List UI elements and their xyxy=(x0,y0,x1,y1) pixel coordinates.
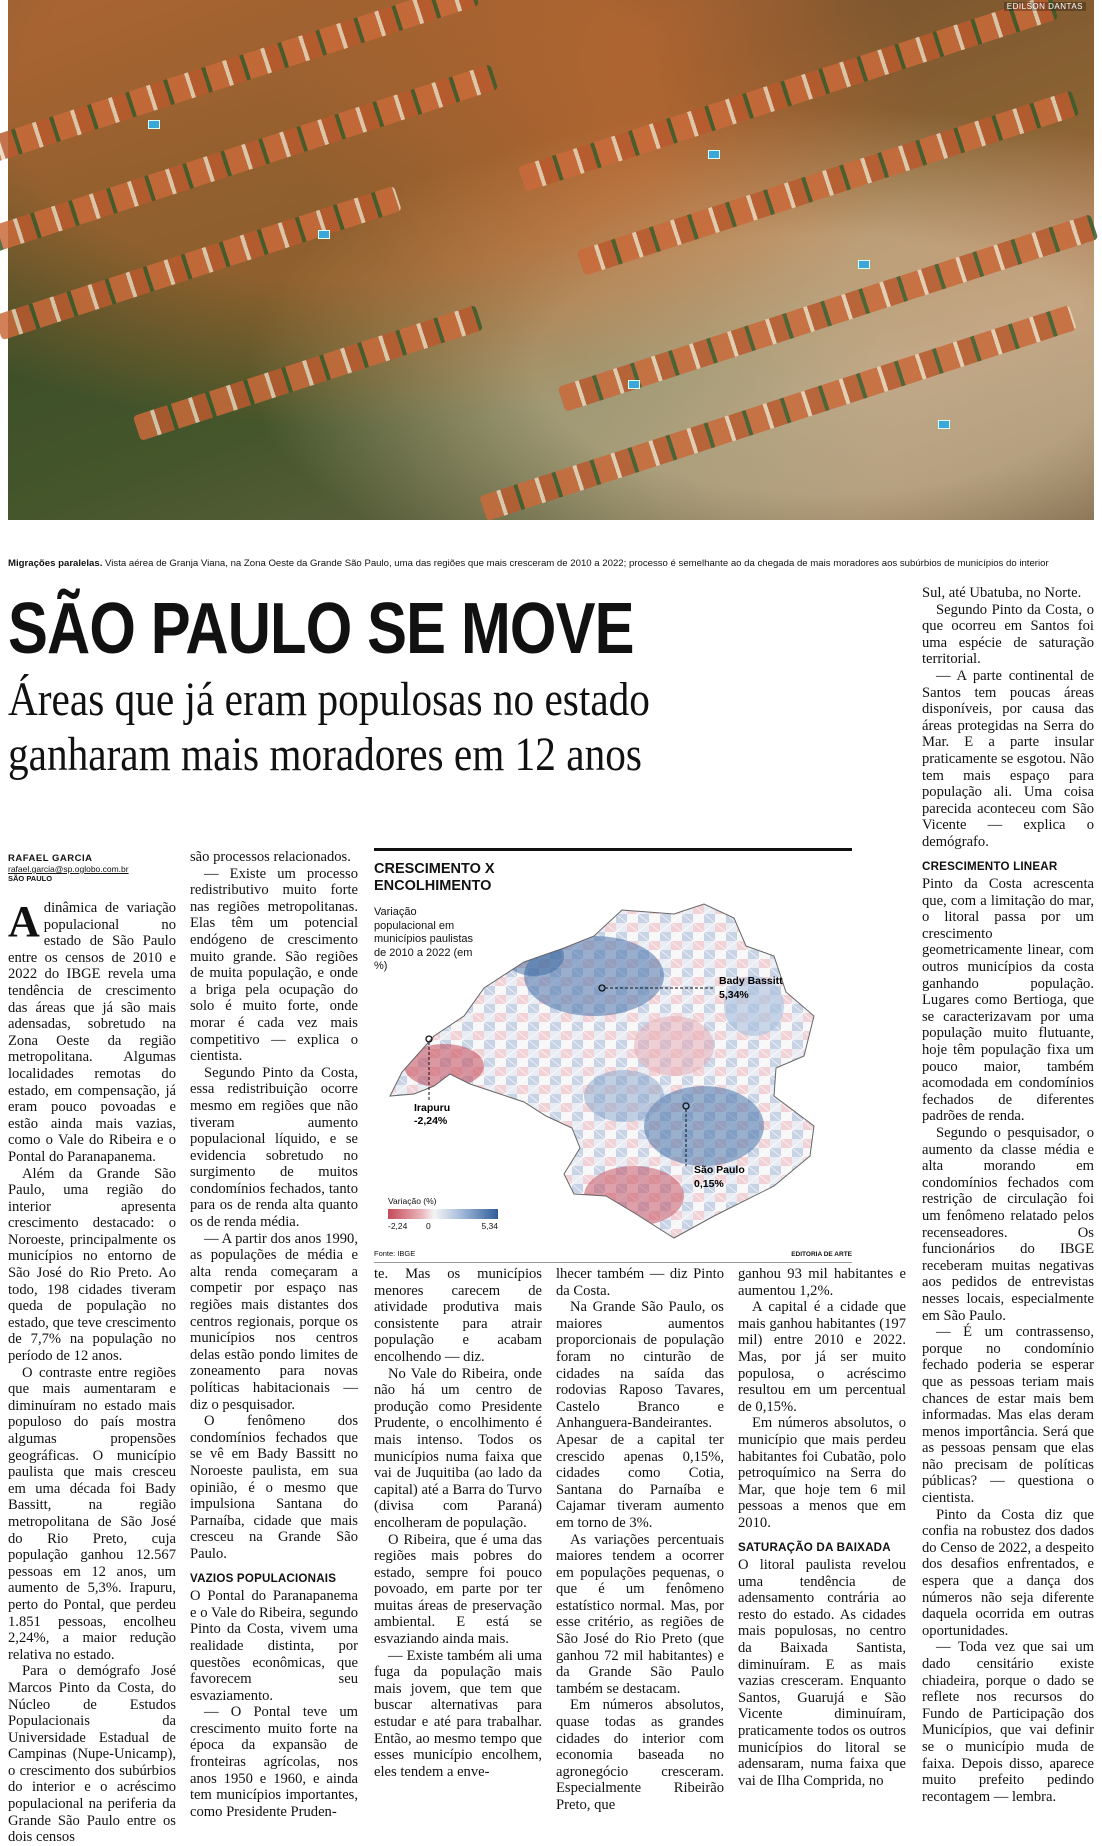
paragraph: Segundo Pinto da Costa, o que ocorreu em Santos foi uma espécie de saturação territorial. xyxy=(922,601,1094,668)
byline-name: RAFAEL GARCIA xyxy=(8,853,93,864)
legend-max: 5,34 xyxy=(481,1221,498,1231)
column-4 xyxy=(556,1266,724,1814)
paragraph: são processos relacionados. xyxy=(190,849,351,865)
paragraph: No Vale do Ribeira, onde não há um centro de produção como Presidente Prudente, o encolhimento é mais intenso. Todos os municípios numa faixa que vai de Juquitiba (ao lado da capital) até a Barra do Turvo (divisa com Paraná) encolheram de população. xyxy=(374,1365,542,1531)
photo-credit: EDILSON DANTAS xyxy=(1004,2,1086,11)
paragraph: Em números absolutos, quase todas as grandes cidades do interior com economia baseada no agronegócio cresceram. Especialmente Ribeirão Preto, que xyxy=(556,1697,724,1813)
map-title: CRESCIMENTO X ENCOLHIMENTO xyxy=(374,861,495,894)
paragraph: Na Grande São Paulo, os maiores aumentos proporcionais de população foram no cinturão de cidades na saída das rodovias Raposo Tavares, Castelo Branco e Anhanguera-Bandeirantes. Apesar de a capital ter crescido apenas 0,15%, cidades como Cotia, Santana do Parnaíba e Cajamar tiveram aumento em torno de 3%. xyxy=(556,1299,724,1531)
map-credit: EDITORIA DE ARTE xyxy=(791,1251,852,1258)
subheading: SATURAÇÃO DA BAIXADA xyxy=(738,1540,891,1554)
paragraph: — Existe um processo redistributivo muito forte nas regiões metropolitanas. Elas têm um potencial endógeno de crescimento muito grande. São regiões de muita população, e onde a briga pela ocupação do solo é muito forte, onde morar é cada vez mais competitivo — explica o cientista. xyxy=(190,865,358,1065)
callout-value: 0,15% xyxy=(694,1178,724,1190)
paragraph: A capital é a cidade que mais ganhou habitantes (197 mil) entre 2010 e 2022. Mas, por já ser muito populosa, o acréscimo resultou em um percentual de 0,15%. xyxy=(738,1299,906,1415)
byline xyxy=(8,853,168,883)
callout-value: -2,24% xyxy=(414,1115,448,1127)
legend-mid: 0 xyxy=(426,1221,431,1231)
paragraph: Além da Grande São Paulo, uma região do interior apresenta crescimento destacado: o Noroeste, principalmente os municípios no entorno de São José do Rio Preto. Ao todo, 198 cidades tiveram queda de população no estado, que teve crescimento de 7,7% na população no período de 12 anos. xyxy=(8,1165,176,1365)
paragraph: te. Mas os municípios menores carecem de atividade produtiva mais consistente para atrair população e acabam encolhendo — diz. xyxy=(374,1266,542,1365)
paragraph: O litoral paulista revelou uma tendência de adensamento contrária ao resto do estado. As cidades mais populosas, no centro da Baixada Santista, diminuíram. E as mais vazias cresceram. Enquanto Santos, Guarujá e São Vicente diminuíram, praticamente todos os outros municípios do litoral se adensaram, numa faixa que vai de Ilha Comprida, no xyxy=(738,1557,906,1789)
paragraph: Sul, até Ubatuba, no Norte. xyxy=(922,585,1082,601)
column-1 xyxy=(8,897,176,1846)
paragraph: — A partir dos anos 1990, as populações de média e alta renda começaram a competir por espaço nas regiões mais distantes dos centros regionais, porque os municípios nos centros delas estão pondo limites de zoneamento para novas políticas habitacionais — diz o pesquisador. xyxy=(190,1230,358,1413)
paragraph: — Toda vez que sai um dado censitário existe chiadeira, porque o dado se reflete nos recursos do Fundo de Participação dos Municípios, que vai definir se o município muda de faixa. Depois disso, aparece muito prefeito pedindo recontagem — lembra. xyxy=(922,1639,1094,1805)
map-subtitle: Variação populacional em municípios paulistas de 2010 a 2022 (em %) xyxy=(374,906,474,972)
map-legend xyxy=(388,1196,498,1231)
caption-text: Vista aérea de Granja Viana, na Zona Oeste da Grande São Paulo, uma das regiões que mais cresceram de 2010 a 2022; processo é semelhante ao da chegada de mais moradores aos subúrbios de municípios do interior xyxy=(102,558,1049,569)
column-5 xyxy=(738,1266,906,1789)
map-source: Fonte: IBGE xyxy=(374,1249,416,1258)
callout-value: 5,34% xyxy=(719,989,749,1001)
aerial-photo xyxy=(8,0,1094,520)
byline-city: SÃO PAULO xyxy=(8,874,53,883)
paragraph: — É um contrassenso, porque no condomínio fechado poderia se esperar que as pessoas teriam mais chances de estar mais bem informadas. Mas elas deram menos importância. Será que as pessoas pensam que elas não precisam de políticas públicas? — questiona o cientista. xyxy=(922,1324,1094,1507)
paragraph: Pinto da Costa acrescenta que, com a limitação do mar, o litoral passa por um crescimento geometricamente linear, com outros municípios da costa ganhando população. Lugares como Bertioga, que se caracterizavam por uma população muito flutuante, hoje têm população fixa um pouco maior, também acomodada em condomínios fechados de diferentes padrões de renda. xyxy=(922,876,1094,1125)
paragraph: ganhou 93 mil habitantes e aumentou 1,2%. xyxy=(738,1266,906,1299)
callout-city: São Paulo xyxy=(694,1164,745,1176)
paragraph: Adinâmica de variação populacional no estado de São Paulo entre os censos de 2010 e 2022 do IBGE revela uma tendência de crescimento das áreas que já são mais adensadas, sobretudo na Zona Oeste da região metropolitana. Algumas localidades remotas do estado, em compensação, já eram pouco povoadas e estão ainda mais vazias, como o Vale do Ribeira e o Pontal do Paranapanema. xyxy=(8,897,176,1165)
paragraph: O Pontal do Paranapanema e o Vale do Ribeira, segundo Pinto da Costa, vivem uma realidade distinta, por questões econômicas, que favorecem seu esvaziamento. xyxy=(190,1588,358,1704)
deck: Áreas que já eram populosas no estado ganharam mais moradores em 12 anos xyxy=(8,673,650,781)
legend-color-scale xyxy=(388,1209,498,1219)
paragraph: lhecer também — diz Pinto da Costa. xyxy=(556,1266,724,1299)
column-6 xyxy=(922,585,1094,1805)
map-graphic xyxy=(374,848,852,1263)
photo-caption xyxy=(8,558,1094,569)
caption-lead: Migrações paralelas. xyxy=(8,558,103,569)
subheading: VAZIOS POPULACIONAIS xyxy=(190,1571,337,1585)
callout-city: Irapuru xyxy=(414,1102,451,1114)
paragraph: Pinto da Costa diz que confia na robustez dos dados do Censo de 2022, a despeito dos desafios enfrentados, e espera que a dança dos números não seja diferente daquela ocorrida em outras oportunidades. xyxy=(922,1506,1094,1639)
paragraph: Segundo o pesquisador, o aumento da classe média e alta morando em condomínios fechados com restrição de circulação foi um fenômeno relatado pelos recenseadores. Os funcionários do IBGE receberam muitas negativas aos pedidos de entrevistas nesses locais, especialmente em São Paulo. xyxy=(922,1125,1094,1324)
paragraph: — O Pontal teve um crescimento muito forte na época da expansão de fronteiras agrícolas, nos anos 1950 e 1960, e ainda tem municípios importantes, como Presidente Pruden- xyxy=(190,1704,358,1820)
legend-title: Variação (%) xyxy=(388,1196,437,1206)
subheading: CRESCIMENTO LINEAR xyxy=(922,859,1058,873)
callout-city: Bady Bassitt xyxy=(719,975,783,987)
headline: SÃO PAULO SE MOVE xyxy=(8,589,634,669)
paragraph: Segundo Pinto da Costa, essa redistribuição ocorre mesmo em regiões que não tiveram aumento populacional líquido, e se evidencia sobretudo no surgimento de muitos condomínios fechados, tanto para os de renda alta quanto os de renda média. xyxy=(190,1064,358,1231)
column-3 xyxy=(374,1266,542,1780)
paragraph: O contraste entre regiões que mais aumentaram e diminuíram no estado mais populoso do país mostra algumas propensões geográficas. O município paulista que mais cresceu em uma década foi Bady Bassitt, na região metropolitana de São José do Rio Preto, cuja população ganhou 12.567 pessoas em 12 anos, um aumento de 5,3%. Irapuru, perto do Pontal, que perdeu 1.851 pessoas, encolheu 2,24%, a maior redução relativa no estado. xyxy=(8,1364,176,1663)
byline-email[interactable]: rafael.garcia@sp.oglobo.com.br xyxy=(8,864,129,874)
paragraph: As variações percentuais maiores tendem a ocorrer em populações pequenas, o que é um fenômeno estatístico normal. Mas, por esse critério, as regiões de São José do Rio Preto (que ganhou 72 mil habitantes) e da Grande São Paulo também se destacam. xyxy=(556,1531,724,1697)
paragraph: O Ribeira, que é uma das regiões mais pobres do estado, sempre foi pouco povoado, em parte por ter muitas áreas de preservação ambiental. E está se esvaziando ainda mais. xyxy=(374,1531,542,1648)
drop-cap: A xyxy=(8,897,40,946)
paragraph: Em números absolutos, o município que mais perdeu habitantes foi Cubatão, polo petroquímico na Serra do Mar, que hoje tem 6 mil pessoas a menos que em 2010. xyxy=(738,1415,906,1531)
legend-min: -2,24 xyxy=(388,1221,408,1231)
paragraph: Para o demógrafo José Marcos Pinto da Costa, do Núcleo de Estudos Populacionais da Universidade Estadual de Campinas (Nupe-Unicamp), o crescimento dos subúrbios do interior e o acréscimo populacional na periferia da Grande São Paulo entre os dois censos xyxy=(8,1663,176,1846)
column-2 xyxy=(190,849,358,1820)
paragraph: — Existe também ali uma fuga da população mais mais jovem, que tem que buscar alternativas para estudar e até para trabalhar. Então, ao mesmo tempo que esses município encolhem, eles tendem a enve- xyxy=(374,1647,542,1780)
paragraph: O fenômeno dos condomínios fechados que se vê em Bady Bassitt no Noroeste paulista, em sua opinião, é o mesmo que impulsiona Santana do Parnaíba, cidade que mais cresceu na Grande São Paulo. xyxy=(190,1413,358,1562)
paragraph: — A parte continental de Santos tem poucas áreas disponíveis, por causa das áreas protegidas na Serra do Mar. E a parte insular praticamente se esgotou. Não tem mais espaço para população ali. Uma coisa parecida aconteceu com São Vicente — explica o demógrafo. xyxy=(922,667,1094,850)
